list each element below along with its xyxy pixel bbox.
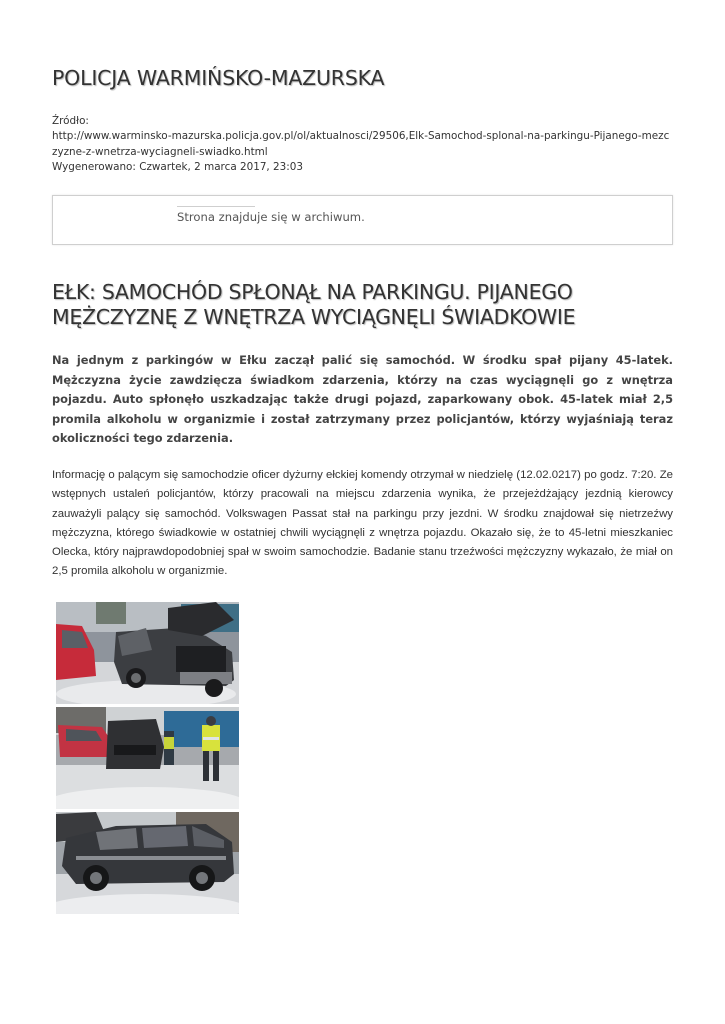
- article-title: EŁK: SAMOCHÓD SPŁONĄŁ NA PARKINGU. PIJANEGO MĘŻCZYZNĘ Z WNĘTRZA WYCIĄGNĘLI ŚWIADKOWIE: [52, 280, 576, 329]
- generated-date: Wygenerowano: Czwartek, 2 marca 2017, 23:03: [52, 160, 303, 173]
- source-label: Źródło:: [52, 115, 89, 127]
- archive-divider: [177, 206, 255, 207]
- article-lead: Na jednym z parkingów w Ełku zaczął palić się samochód. W środku spał pijany 45-latek. Mężczyzna życie zawdzięcza świadkom zdarzenia, którzy na czas wyciągnęli go z wnętrza pojazdu. Auto spłonęło uszkadzając także drugi pojazd, zaparkowany obok. 45-latek miał 2,5 promila alkoholu w organizmie i został zatrzymany przez policjantów, którzy wyjaśniają teraz okoliczności tego zdarzenia.: [52, 353, 673, 446]
- burned-car-front-photo[interactable]: [56, 602, 239, 704]
- source-url-link[interactable]: http://www.warminsko-mazurska.policja.gov.pl/ol/aktualnosci/29506,Elk-Samochod-splonal-na-parkingu-Pijanego-mezczyzne-z-wnetrza-wyciagneli-swiadko.html: [52, 130, 670, 158]
- police-at-scene-photo[interactable]: [56, 707, 239, 809]
- archive-notice-box: [52, 195, 673, 245]
- archive-notice: Strona znajduje się w archiwum.: [177, 210, 365, 224]
- source-meta: [52, 114, 673, 175]
- article-body: Informację o palącym się samochodzie oficer dyżurny ełckiej komendy otrzymał w niedzielę (12.02.0217) po godz. 7:20. Ze wstępnych ustaleń policjantów, którzy pracowali na miejscu zdarzenia wynika, że przejeżdżający jezdnią kierowcy zauważyli palący się samochód. Volkswagen Passat stał na parkingu przy jezdni. W środku znajdował się nietrzeźwy mężczyzna, którego świadkowie w ostatniej chwili wyciągnęli z wnętrza pojazdu. Okazało się, że to 45-letni mieszkaniec Olecka, który najprawdopodobniej spał w swoim samochodzie. Badanie stanu trzeźwości mężczyzny wykazało, że miał on 2,5 promila alkoholu w organizmie.: [52, 469, 673, 578]
- site-title: POLICJA WARMIŃSKO-MAZURSKA: [52, 66, 385, 90]
- burned-car-side-photo[interactable]: [56, 812, 239, 914]
